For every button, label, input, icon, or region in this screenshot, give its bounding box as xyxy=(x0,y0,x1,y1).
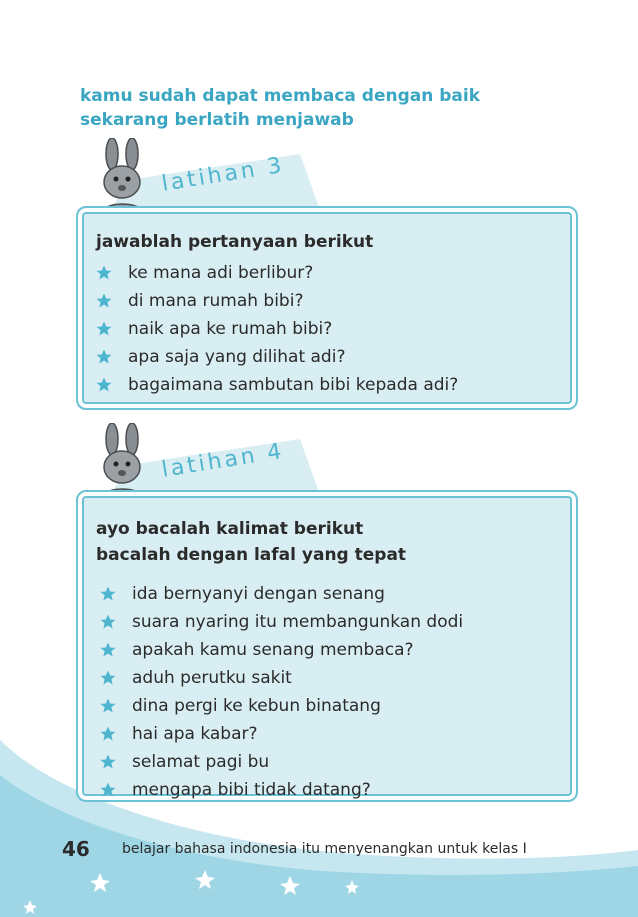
exercise-4-list xyxy=(100,580,560,804)
exercise-4-heading-2: bacalah dengan lafal yang tepat xyxy=(96,545,407,565)
star-icon xyxy=(100,754,116,770)
star-icon xyxy=(96,321,112,337)
list-item: ke mana adi berlibur? xyxy=(96,259,566,287)
star-icon xyxy=(100,782,116,798)
star-icon xyxy=(96,377,112,393)
star-icon xyxy=(96,293,112,309)
exercise-4-title: latihan 4 xyxy=(160,438,287,483)
list-item: naik apa ke rumah bibi? xyxy=(96,315,566,343)
star-icon xyxy=(100,726,116,742)
exercise-3-title: latihan 3 xyxy=(160,152,287,197)
intro-line-1: kamu sudah dapat membaca dengan baik xyxy=(80,86,481,106)
exercise-3-heading: jawablah pertanyaan berikut xyxy=(96,232,374,252)
list-item: dina pergi ke kebun binatang xyxy=(100,692,560,720)
exercise-3-list xyxy=(96,259,566,399)
list-item: apakah kamu senang membaca? xyxy=(100,636,560,664)
star-icon xyxy=(100,698,116,714)
list-item: bagaimana sambutan bibi kepada adi? xyxy=(96,371,566,399)
intro-line-2: sekarang berlatih menjawab xyxy=(80,110,354,130)
exercise-4-heading-1: ayo bacalah kalimat berikut xyxy=(96,519,364,539)
star-icon xyxy=(100,642,116,658)
star-icon xyxy=(100,586,116,602)
page-number: 46 xyxy=(62,837,90,861)
star-icon xyxy=(100,614,116,630)
list-item: apa saja yang dilihat adi? xyxy=(96,343,566,371)
star-icon xyxy=(96,265,112,281)
list-item: suara nyaring itu membangunkan dodi xyxy=(100,608,560,636)
list-item: selamat pagi bu xyxy=(100,748,560,776)
list-item: hai apa kabar? xyxy=(100,720,560,748)
list-item: di mana rumah bibi? xyxy=(96,287,566,315)
footer-text: belajar bahasa indonesia itu menyenangkan untuk kelas I xyxy=(122,841,527,857)
list-item: mengapa bibi tidak datang? xyxy=(100,776,560,804)
list-item: aduh perutku sakit xyxy=(100,664,560,692)
star-icon xyxy=(96,349,112,365)
star-icon xyxy=(100,670,116,686)
list-item: ida bernyanyi dengan senang xyxy=(100,580,560,608)
intro-text xyxy=(80,84,480,132)
